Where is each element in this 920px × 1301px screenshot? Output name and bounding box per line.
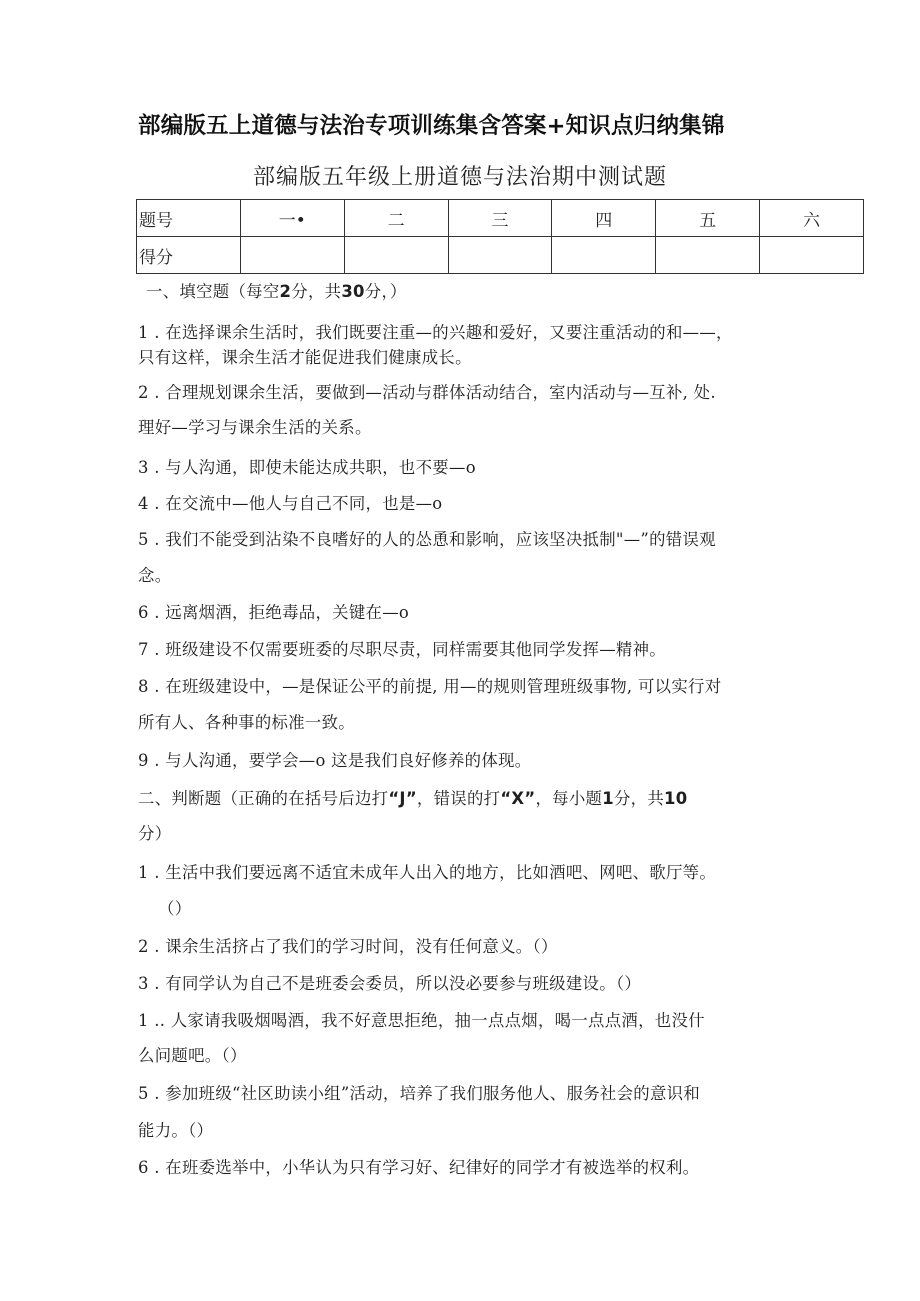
fill-question-8-line-2: 所有人、各种事的标准一致。 xyxy=(138,713,355,732)
section2-wrong-mark: “X” xyxy=(500,789,536,808)
judge-question-6: 6 . 在班委选举中，小华认为只有学习好、纪律好的同学才有被选举的权利。 xyxy=(138,1158,700,1177)
judge-question-1-line-1: 1 . 生活中我们要远离不适宜未成年人出入的地方，比如酒吧、网吧、歌厅等。 xyxy=(138,863,717,882)
judge-question-4-line-2: 么问题吧。（） xyxy=(138,1046,247,1065)
column-header-5: 五 xyxy=(656,200,760,237)
column-header-4: 四 xyxy=(552,200,656,237)
section2-total-points: 10 xyxy=(664,789,688,808)
score-cell xyxy=(760,237,864,274)
section1-heading-c: 分，） xyxy=(364,282,407,301)
column-header-2: 二 xyxy=(344,200,448,237)
judge-question-5-line-2: 能力。（） xyxy=(138,1121,214,1140)
question-number-row xyxy=(137,200,864,237)
section2-points-per-item: 1 xyxy=(602,789,614,808)
fill-question-4: 4 . 在交流中—他人与自己不同，也是—o xyxy=(138,494,443,513)
row-header-score: 得分 xyxy=(137,237,241,274)
fill-question-2-line-2: 理好—学习与课余生活的关系。 xyxy=(138,418,372,437)
judge-question-4-line-1: 1 .. 人家请我吸烟喝酒，我不好意思拒绝，抽一点点烟，喝一点点酒，也没什 xyxy=(138,1011,705,1030)
judge-question-1-answer-bracket: （） xyxy=(158,899,192,918)
judge-question-2: 2 . 课余生活挤占了我们的学习时间，没有任何意义。（） xyxy=(138,937,558,956)
fill-question-1-line-1: 1 . 在选择课余生活时，我们既要注重—的兴趣和爱好，又要注重活动的和——， xyxy=(138,323,733,342)
judge-question-5-line-1: 5 . 参加班级“社区助读小组”活动，培养了我们服务他人、服务社会的意识和 xyxy=(138,1084,701,1103)
section2-correct-mark: “J” xyxy=(388,789,417,808)
fill-question-7: 7 . 班级建设不仅需要班委的尽职尽责，同样需要其他同学发挥—精神。 xyxy=(138,640,666,659)
fill-question-3: 3 . 与人沟通，即使未能达成共职，也不要—o xyxy=(138,458,476,477)
score-table xyxy=(136,199,864,274)
fill-question-6: 6 . 远离烟酒，拒绝毒品，关键在—o xyxy=(138,603,410,622)
section1-heading-a: 一、填空题（每空 xyxy=(146,282,280,301)
column-header-6: 六 xyxy=(760,200,864,237)
row-header-question-number: 题号 xyxy=(137,200,241,237)
fill-question-5-line-2: 念。 xyxy=(138,566,172,585)
exam-subtitle: 部编版五年级上册道德与法治期中测试题 xyxy=(252,165,667,190)
section2-heading-c: ，错误的打 xyxy=(416,789,501,808)
fill-question-5-line-1: 5 . 我们不能受到沾染不良嗜好的人的怂恿和影响，应该坚决抵制"—”的错误观 xyxy=(138,530,716,549)
section2-heading-a: 二、判断题（正确的在括号后边打 xyxy=(138,789,389,808)
score-cell xyxy=(448,237,552,274)
score-cell xyxy=(240,237,344,274)
column-header-1: 一• xyxy=(240,200,344,237)
section2-heading xyxy=(138,785,687,809)
fill-question-9: 9 . 与人沟通，要学会—o 这是我们良好修养的体现。 xyxy=(138,751,532,770)
score-cell xyxy=(656,237,760,274)
judge-question-3: 3 . 有同学认为自己不是班委会委员，所以没必要参与班级建设。（） xyxy=(138,974,642,993)
section2-heading-g: 分，共 xyxy=(613,789,665,808)
section1-points-per-blank: 2 xyxy=(279,282,292,301)
section2-heading-e: ，每小题 xyxy=(535,789,603,808)
fill-question-8-line-1: 8 . 在班级建设中，—是保证公平的前提, 用—的规则管理班级事物, 可以实行对 xyxy=(138,677,722,696)
score-cell xyxy=(552,237,656,274)
section1-heading xyxy=(146,278,407,302)
score-row xyxy=(137,237,864,274)
fill-question-2-line-1: 2 . 合理规划课余生活，要做到—活动与群体活动结合，室内活动与—互补, 处. xyxy=(138,383,716,402)
section1-heading-b: 分，共 xyxy=(291,282,342,301)
column-header-3: 三 xyxy=(448,200,552,237)
section2-heading-line-2: 分） xyxy=(138,824,172,843)
section1-total-points: 30 xyxy=(341,282,365,301)
score-cell xyxy=(344,237,448,274)
document-title: 部编版五上道德与法治专项训练集含答案+知识点归纳集锦 xyxy=(138,113,725,139)
fill-question-1-line-2: 只有这样，课余生活才能促进我们健康成长。 xyxy=(138,348,472,367)
